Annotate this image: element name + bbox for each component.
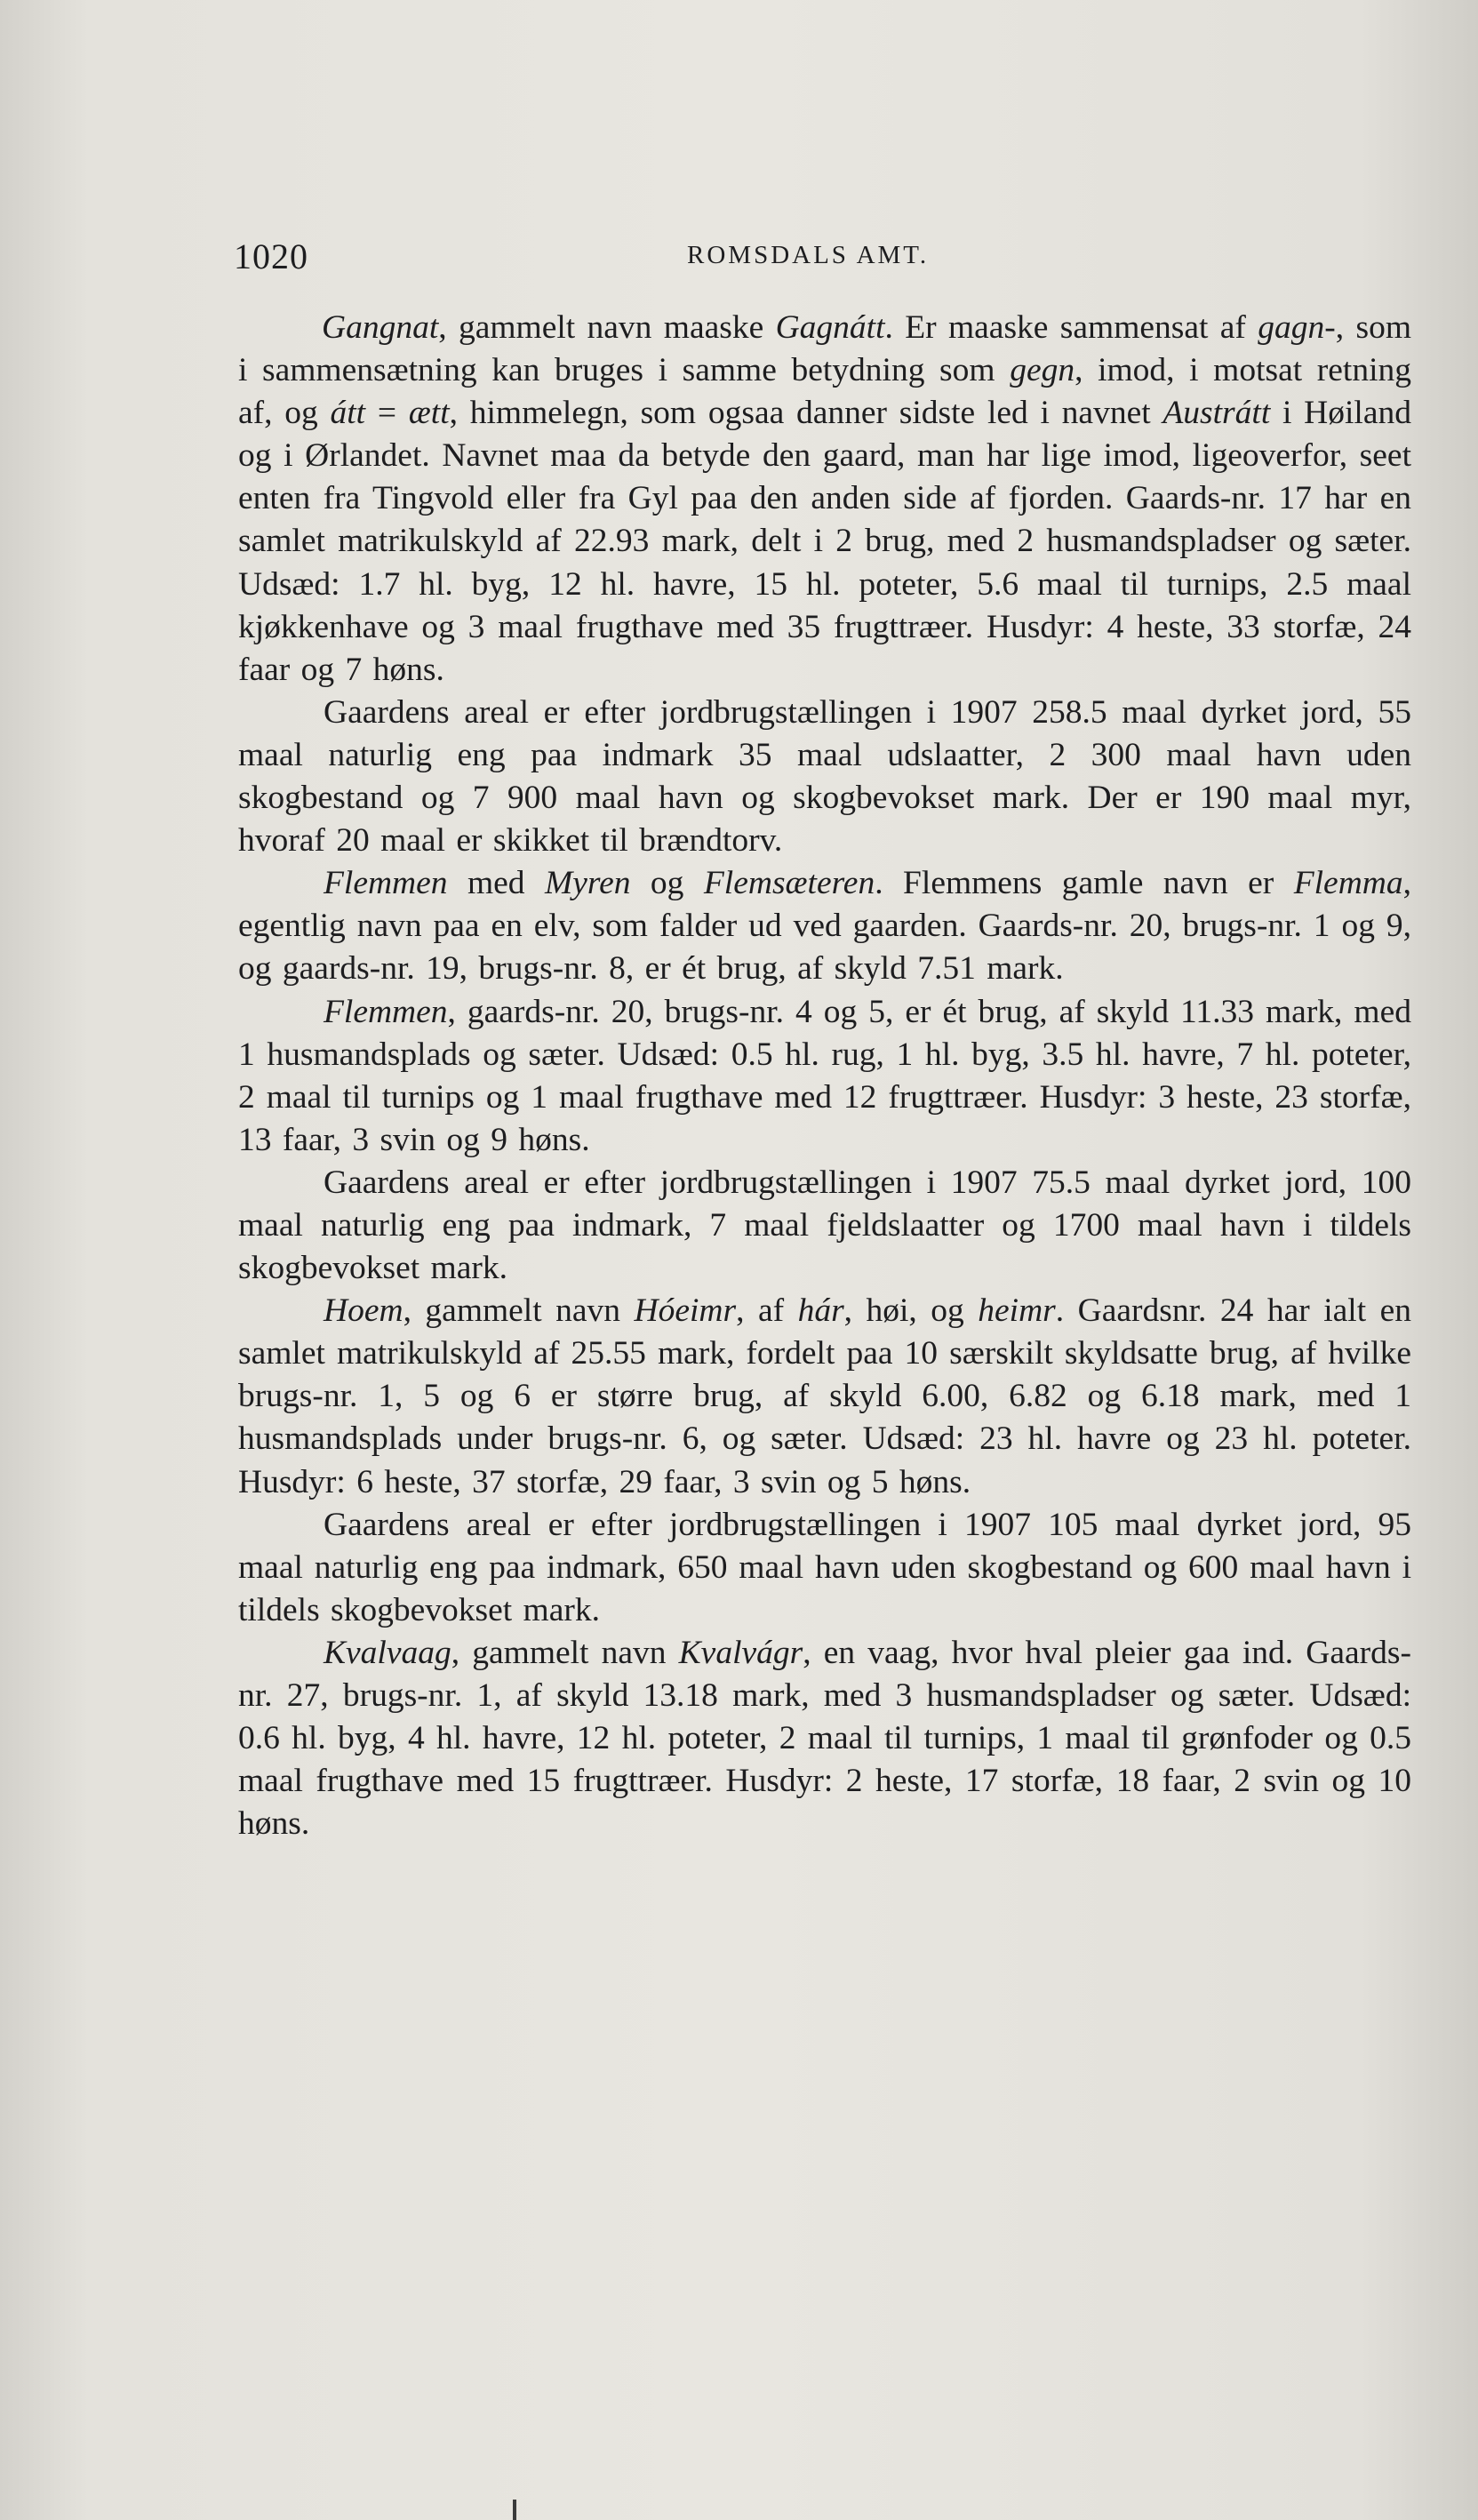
paragraph-gangnat	[238, 307, 1411, 692]
text-run: , himmelegn, som ogsaa danner sidste led i navnet	[449, 395, 1163, 432]
text-run: , egentlig navn paa en elv, som falder ud ved gaarden. Gaards-nr. 20, brugs-nr. 1 og 9, og gaards-nr. 19, brugs-nr. 8, er ét brug, af skyld 7.51 mark.	[238, 865, 1411, 988]
italic-term: Myren	[545, 865, 631, 902]
text-run: med	[447, 865, 545, 902]
paragraph-gangnat-areal	[238, 692, 1411, 862]
text-run: , gammelt navn maaske	[438, 309, 776, 346]
paragraph-kvalvaag	[238, 1632, 1411, 1845]
text-run: , høi, og	[843, 1292, 979, 1330]
italic-term: Flemmen	[324, 865, 448, 902]
text-run: , gammelt navn	[451, 1634, 679, 1671]
text-run: . Flemmens gamle navn er	[875, 865, 1294, 902]
text-run: Gaardens areal er efter jordbrugstællingen i 1907 258.5 maal dyrket jord, 55 maal naturlig eng paa indmark 35 maal udslaatter, 2 300 maal havn uden skogbestand og 7 900 maal havn og skogbevokset mark. Der er 190 maal myr, hvoraf 20 maal er skikket til brændtorv.	[238, 693, 1411, 860]
paragraph-hoem	[238, 1290, 1411, 1503]
text-run: Gaardens areal er efter jordbrugstællingen i 1907 75.5 maal dyrket jord, 100 maal naturlig eng paa indmark, 7 maal fjeldslaatter og 1700 maal havn i tildels skogbevokset mark.	[238, 1164, 1411, 1287]
text-run: i Høiland og i Ørlandet. Navnet maa da betyde den gaard, man har lige imod, ligeoverfor, seet enten fra Tingvold eller fra Gyl paa den anden side af fjorden. Gaards-nr. 17 har en samlet matrikulskyld af 22.93 mark, delt i 2 brug, med 2 husmandspladser og sæter. Udsæd: 1.7 hl. byg, 12 hl. havre, 15 hl. poteter, 5.6 maal til turnips, 2.5 maal kjøkkenhave og 3 maal frugthave med 35 frugttræer. Husdyr: 4 heste, 33 storfæ, 24 faar og 7 høns.	[238, 395, 1411, 688]
paragraph-flemmen	[238, 991, 1411, 1162]
italic-term: Gangnat	[322, 309, 439, 346]
italic-term: gegn	[1010, 352, 1075, 389]
italic-term: Flemmen	[324, 993, 448, 1030]
stray-print-mark	[513, 2500, 516, 2520]
italic-term: gagn-	[1258, 309, 1336, 346]
italic-term: Gagnátt	[775, 309, 885, 346]
italic-term: Kvalvágr	[678, 1634, 803, 1671]
text-run: , som i sammensætning kan bruges i samme betydning som	[238, 309, 1411, 389]
text-run: =	[365, 395, 409, 432]
italic-term: Hóeimr	[634, 1292, 737, 1330]
header-title: ROMSDALS AMT.	[687, 241, 930, 269]
italic-term: heimr	[978, 1292, 1056, 1330]
paragraph-flemmen-areal	[238, 1162, 1411, 1290]
text-run: Gaardens areal er efter jordbrugstællingen i 1907 105 maal dyrket jord, 95 maal naturlig eng paa indmark, 650 maal havn uden skogbestand og 600 maal havn i tildels skogbevokset mark.	[238, 1506, 1411, 1628]
page-number: 1020	[234, 236, 308, 276]
text-run: , af	[736, 1292, 798, 1330]
text-run: , gaards-nr. 20, brugs-nr. 4 og 5, er ét brug, af skyld 11.33 mark, med 1 husmandsplads og sæter. Udsæd: 0.5 hl. rug, 1 hl. byg, 3.5 hl. havre, 7 hl. poteter, 2 maal til turnips og 1 maal frugthave med 12 frugttræer. Husdyr: 3 heste, 23 storfæ, 13 faar, 3 svin og 9 høns.	[238, 993, 1411, 1158]
text-run: . Er maaske sammensat af	[884, 309, 1258, 346]
body-text	[238, 307, 1411, 1845]
text-run: , gammelt navn	[403, 1292, 635, 1330]
italic-term: Flemma	[1293, 865, 1403, 902]
paragraph-hoem-areal	[238, 1504, 1411, 1632]
paragraph-flemmen-myren	[238, 862, 1411, 990]
italic-term: átt	[330, 395, 366, 432]
running-head	[234, 236, 1407, 280]
text-run: og	[630, 865, 704, 902]
text-run: , en vaag, hvor hval pleier gaa ind. Gaards-nr. 27, brugs-nr. 1, af skyld 13.18 mark, med 3 husmandspladser og sæter. Udsæd: 0.6 hl. byg, 4 hl. havre, 12 hl. poteter, 2 maal til turnips, 1 maal til grønfoder og 0.5 maal frugthave med 15 frugttræer. Husdyr: 2 heste, 17 storfæ, 18 faar, 2 svin og 10 høns.	[238, 1634, 1412, 1843]
italic-term: Austrátt	[1162, 395, 1271, 432]
text-run: . Gaardsnr. 24 har ialt en samlet matrikulskyld af 25.55 mark, fordelt paa 10 særskilt skyldsatte brug, af hvilke brugs-nr. 1, 5 og 6 er større brug, af skyld 6.00, 6.82 og 6.18 mark, med 1 husmandsplads under brugs-nr. 6, og sæter. Udsæd: 23 hl. havre og 23 hl. poteter. Husdyr: 6 heste, 37 storfæ, 29 faar, 3 svin og 5 høns.	[238, 1292, 1411, 1500]
italic-term: Kvalvaag	[324, 1634, 451, 1671]
italic-term: Hoem	[324, 1292, 403, 1330]
text-run: , imod, i motsat retning af, og	[238, 352, 1411, 432]
italic-term: hár	[797, 1292, 844, 1330]
italic-term: ætt	[408, 395, 450, 432]
italic-term: Flemsæteren	[703, 865, 875, 902]
